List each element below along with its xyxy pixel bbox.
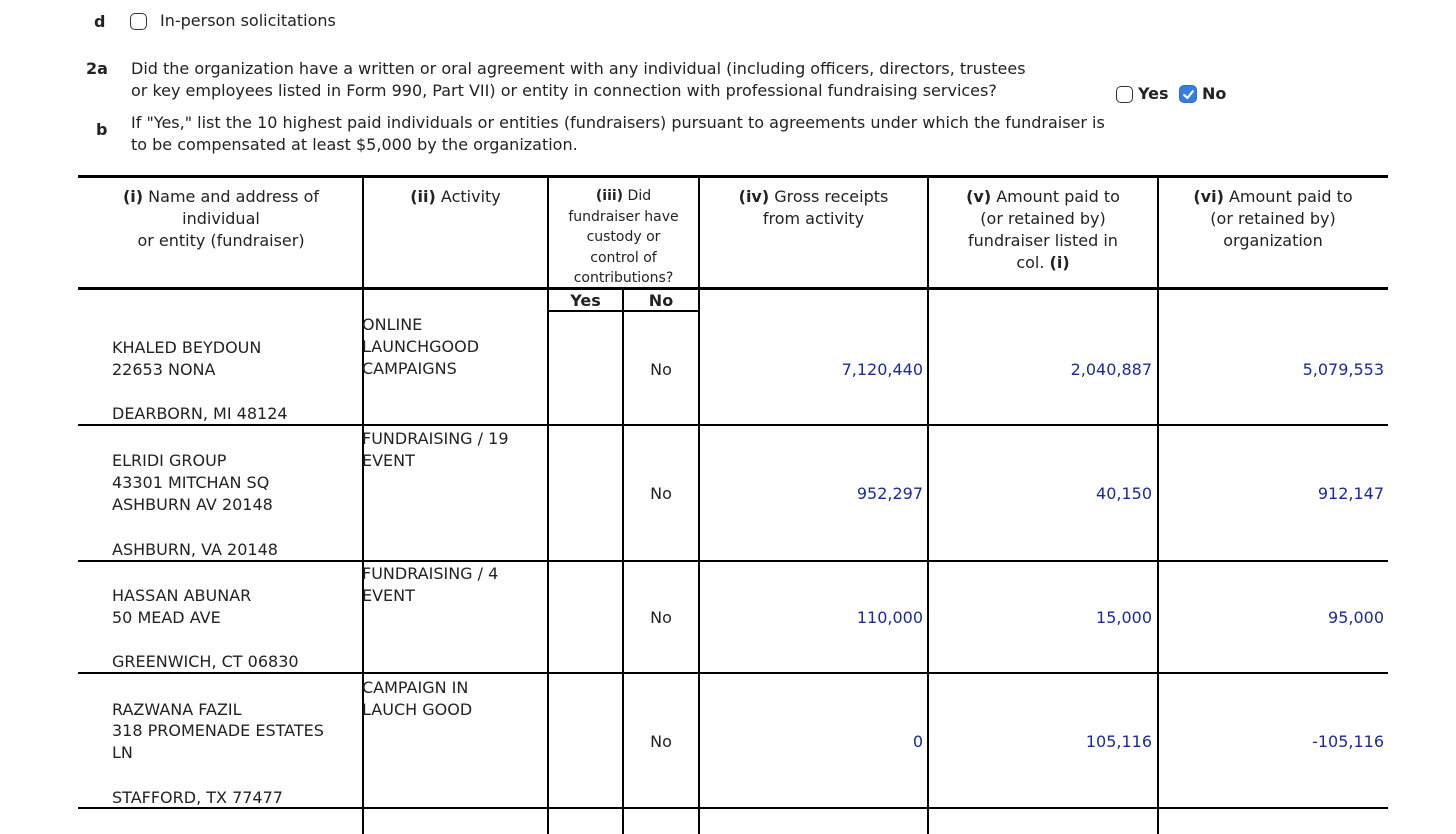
activity-line-1: FUNDRAISING / 19 [362, 429, 509, 448]
header-col1-l2: individual [182, 209, 260, 228]
header-col1-l1: Name and address of [143, 187, 320, 206]
q2a-yes-label: Yes [1138, 84, 1169, 103]
table-top-rule [78, 175, 1388, 178]
paid-to-organization: -105,116 [1312, 732, 1384, 751]
custody-no: No [650, 360, 672, 379]
header-col3-num: (iii) [595, 188, 624, 204]
fundraiser-address-1: 318 PROMENADE ESTATES [112, 721, 324, 740]
col-divider-1 [362, 177, 364, 834]
in-person-checkbox[interactable] [130, 13, 147, 30]
fundraiser-address-1: 50 MEAD AVE [112, 608, 221, 627]
header-col5-l4num: (i) [1049, 253, 1070, 272]
fundraiser-name: HASSAN ABUNAR [112, 586, 252, 605]
paid-to-organization: 5,079,553 [1302, 360, 1384, 379]
fundraiser-city: ASHBURN, VA 20148 [112, 540, 278, 559]
header-col2-num: (ii) [410, 187, 436, 206]
header-paid-fundraiser [929, 186, 1157, 274]
header-activity [364, 186, 547, 208]
header-col3-l2: fundraiser have [568, 208, 679, 225]
custody-no: No [650, 484, 672, 503]
qb-line2: to be compensated at least $5,000 by the organization. [131, 135, 578, 154]
header-col5-l1: Amount paid to [991, 187, 1120, 206]
custody-no: No [650, 732, 672, 751]
header-col2-l1: Activity [435, 187, 501, 206]
checkmark-icon [1182, 88, 1195, 101]
fundraiser-name: ELRIDI GROUP [112, 451, 227, 470]
fundraiser-address-2: LN [112, 743, 133, 762]
header-col3-l1: Did [623, 188, 652, 204]
header-bottom-rule [78, 287, 1388, 290]
fundraiser-city: DEARBORN, MI 48124 [112, 404, 288, 423]
qb-label: b [96, 120, 108, 139]
header-col6-num: (vi) [1193, 187, 1224, 206]
line-d-label: d [94, 12, 106, 31]
header-col6-l3: organization [1223, 231, 1323, 250]
header-col5-num: (v) [966, 187, 992, 206]
line-d-text: In-person solicitations [160, 11, 336, 30]
header-col3-l5: contributions? [573, 270, 674, 286]
gross-receipts: 952,297 [856, 484, 923, 503]
header-col6-l2: (or retained by) [1210, 209, 1336, 228]
q2a-no-checkbox[interactable] [1179, 85, 1197, 103]
activity-line-1: FUNDRAISING / 4 [362, 564, 499, 583]
q2a-line2: or key employees listed in Form 990, Part VII) or entity in connection with professional fundraising services? [131, 81, 997, 100]
header-col5-l2: (or retained by) [980, 209, 1106, 228]
custody-no: No [650, 608, 672, 627]
fundraiser-name: KHALED BEYDOUN [112, 338, 262, 357]
paid-to-organization: 912,147 [1317, 484, 1384, 503]
q2a-line1: Did the organization have a written or oral agreement with any individual (including officers, directors, trustees [131, 59, 1026, 78]
activity-line-2: LAUNCHGOOD [362, 337, 480, 356]
header-col4-l2: from activity [762, 209, 865, 228]
paid-to-organization: 95,000 [1328, 608, 1384, 627]
q2a-label: 2a [86, 59, 108, 78]
paid-to-fundraiser: 40,150 [1096, 484, 1152, 503]
activity-line-3: CAMPAIGNS [362, 359, 457, 378]
header-col1-l3: or entity (fundraiser) [137, 231, 305, 250]
fundraiser-address-1: 43301 MITCHAN SQ [112, 473, 270, 492]
fundraiser-city: STAFFORD, TX 77477 [112, 788, 283, 807]
activity-line-1: CAMPAIGN IN [362, 678, 469, 697]
header-col1-num: (i) [122, 187, 144, 206]
fundraiser-address-1: 22653 NONA [112, 360, 216, 379]
q2a-no-label: No [1202, 84, 1227, 103]
paid-to-fundraiser: 2,040,887 [1070, 360, 1152, 379]
header-col3-l3: custody or [586, 229, 661, 245]
header-gross-receipts [700, 186, 927, 230]
header-col4-l1: Gross receipts [769, 187, 889, 206]
fundraiser-address-2: ASHBURN AV 20148 [112, 495, 273, 514]
gross-receipts: 7,120,440 [841, 360, 923, 379]
paid-to-fundraiser: 15,000 [1096, 608, 1152, 627]
header-paid-organization [1159, 186, 1387, 252]
header-no: No [648, 291, 674, 310]
gross-receipts: 110,000 [856, 608, 923, 627]
activity-line-2: LAUCH GOOD [362, 700, 473, 719]
fundraiser-name: RAZWANA FAZIL [112, 700, 242, 719]
header-custody [549, 186, 698, 289]
qb-line1: If "Yes," list the 10 highest paid individuals or entities (fundraisers) pursuant to agreements under which the fundraiser is [131, 113, 1105, 132]
activity-line-1: ONLINE [362, 315, 423, 334]
header-name-address [80, 186, 362, 252]
header-col5-l3: fundraiser listed in [968, 231, 1118, 250]
activity-line-2: EVENT [362, 451, 415, 470]
gross-receipts: 0 [912, 732, 923, 751]
header-col4-num: (iv) [738, 187, 770, 206]
header-col3-l4: control of [590, 249, 657, 266]
q2a-yes-checkbox[interactable] [1116, 86, 1133, 103]
paid-to-fundraiser: 105,116 [1085, 732, 1152, 751]
header-yes: Yes [570, 291, 601, 310]
activity-line-2: EVENT [362, 586, 415, 605]
header-col5-l4: col. [1016, 253, 1050, 272]
fundraiser-city: GREENWICH, CT 06830 [112, 652, 299, 671]
header-col6-l1: Amount paid to [1223, 187, 1353, 206]
